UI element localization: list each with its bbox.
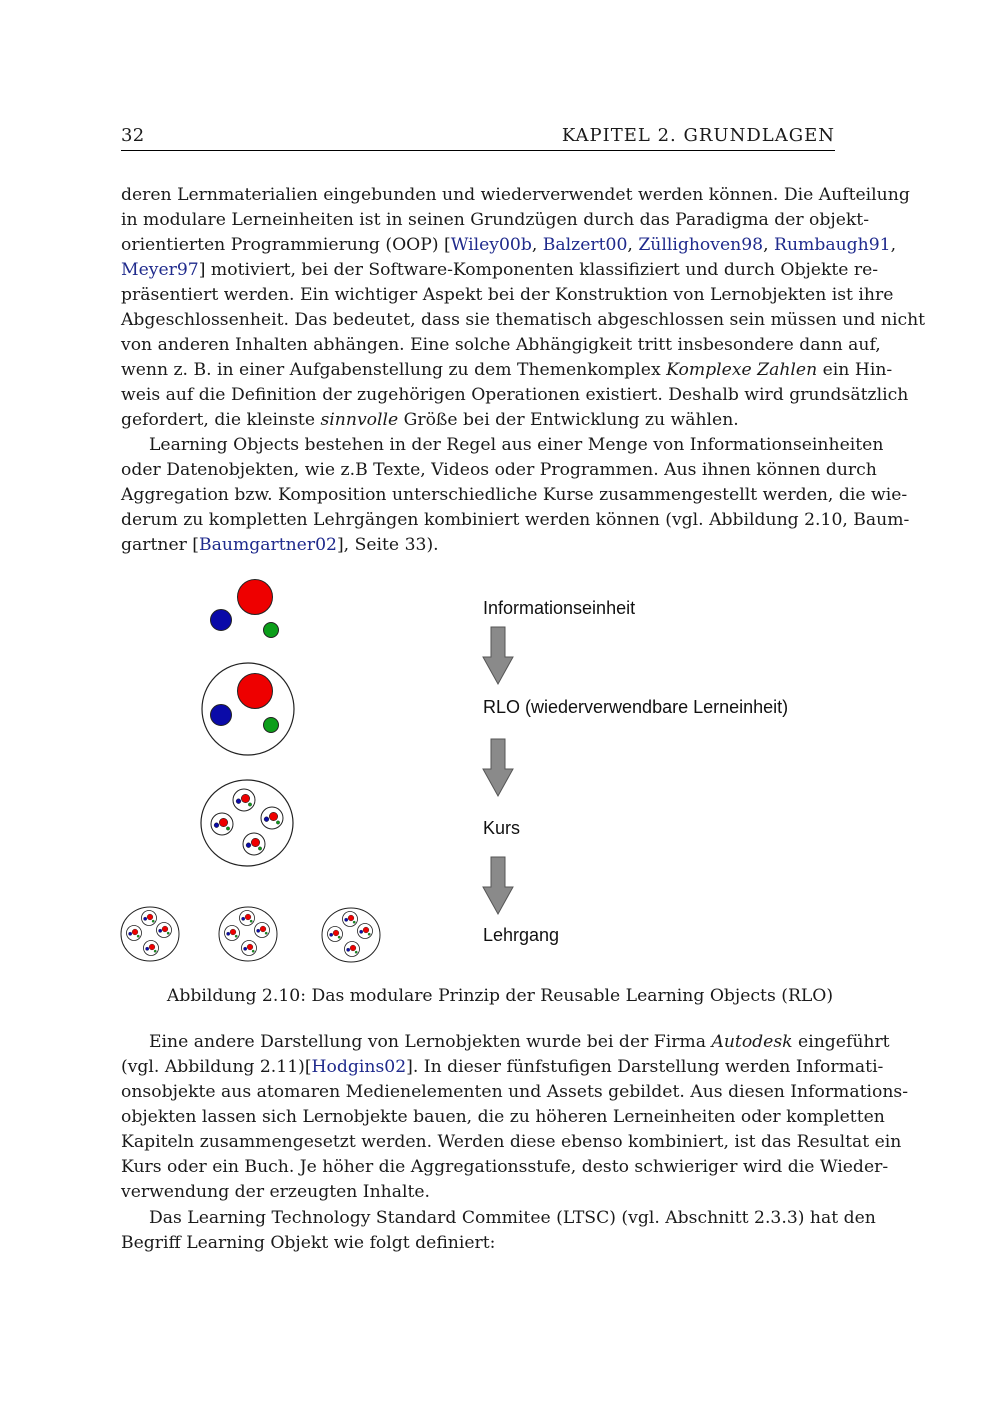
citation-link[interactable]: Züllighoven98: [638, 235, 764, 255]
paragraph-1: [121, 183, 926, 433]
text-line: orientierten Programmierung (OOP) [Wiley00b, Balzert00, Züllighoven98, Rumbaugh91,: [121, 235, 897, 255]
chapter-title: KAPITEL 2. GRUNDLAGEN: [561, 125, 835, 146]
text-line: Eine andere Darstellung von Lernobjekten wurde bei der Firma Autodesk eingeführt: [149, 1032, 890, 1052]
page-number: 32: [121, 125, 145, 146]
green-atom: [264, 623, 279, 638]
down-arrow-icon: [483, 739, 513, 796]
text-line: oder Datenobjekten, wie z.B Texte, Videos oder Programmen. Aus ihnen können durch: [121, 460, 877, 480]
label-lehrgang: Lehrgang: [483, 925, 560, 945]
citation-link[interactable]: Baumgartner02: [199, 535, 337, 555]
text-line: gefordert, die kleinste sinnvolle Größe bei der Entwicklung zu wählen.: [121, 410, 739, 430]
citation-link[interactable]: Rumbaugh91: [774, 235, 891, 255]
kurs-group: [201, 780, 293, 866]
citation-link[interactable]: Balzert00: [542, 235, 628, 255]
text-line: präsentiert werden. Ein wichtiger Aspekt bei der Konstruktion von Lernobjekten ist ihre: [121, 285, 894, 305]
text-line: (vgl. Abbildung 2.11)[Hodgins02]. In dieser fünfstufigen Darstellung werden Informati-: [121, 1057, 884, 1077]
text-line: Kapiteln zusammengesetzt werden. Werden diese ebenso kombiniert, ist das Resultat ein: [121, 1132, 902, 1152]
paragraph-4: [121, 1206, 876, 1256]
text-line: Aggregation bzw. Komposition unterschiedliche Kurse zusammengestellt werden, die wie-: [121, 485, 908, 505]
running-header: [121, 124, 835, 151]
citation-link[interactable]: Hodgins02: [311, 1057, 407, 1077]
text-line: in modulare Lerneinheiten ist in seinen Grundzügen durch das Paradigma der objekt-: [121, 210, 870, 230]
down-arrow-icon: [483, 627, 513, 684]
text-line: verwendung der erzeugten Inhalte.: [121, 1182, 431, 1202]
red-atom: [238, 580, 273, 615]
rlo-group: [202, 663, 294, 755]
figure-caption: Abbildung 2.10: Das modulare Prinzip der Reusable Learning Objects (RLO): [166, 986, 834, 1006]
text-line: von anderen Inhalten abhängen. Eine solche Abhängigkeit tritt insbesondere dann auf,: [121, 335, 881, 355]
text-line: onsobjekte aus atomaren Medienelementen und Assets gebildet. Aus diesen Informations-: [121, 1082, 909, 1102]
text-line: objekten lassen sich Lernobjekte bauen, die zu höheren Lerneinheiten oder kompletten: [121, 1107, 885, 1127]
text-line: Begriff Learning Objekt wie folgt definiert:: [121, 1233, 496, 1253]
text-line: gartner [Baumgartner02], Seite 33).: [121, 535, 439, 555]
text-line: Kurs oder ein Buch. Je höher die Aggregationsstufe, desto schwieriger wird die Wieder-: [121, 1157, 889, 1177]
label-kurs: Kurs: [483, 818, 521, 838]
label-informationseinheit: Informationseinheit: [483, 598, 636, 618]
text-line: weis auf die Definition der zugehörigen Operationen existiert. Deshalb wird grundsätzlich: [121, 385, 909, 405]
paragraph-2: [121, 433, 910, 558]
citation-link[interactable]: Meyer97: [121, 260, 199, 280]
citation-link[interactable]: Wiley00b: [450, 235, 532, 255]
text-line: Abgeschlossenheit. Das bedeutet, dass sie thematisch abgeschlossen sein müssen und nicht: [121, 310, 926, 330]
text-line: Das Learning Technology Standard Commitee (LTSC) (vgl. Abschnitt 2.3.3) hat den: [149, 1208, 876, 1228]
text-line: derum zu kompletten Lehrgängen kombiniert werden können (vgl. Abbildung 2.10, Baum-: [121, 510, 910, 530]
down-arrow-icon: [483, 857, 513, 914]
text-line: Learning Objects bestehen in der Regel aus einer Menge von Informationseinheiten: [149, 435, 884, 455]
label-rlo: RLO (wiederverwendbare Lerneinheit): [483, 697, 789, 717]
lehrgang-group: [121, 907, 380, 962]
text-line: wenn z. B. in einer Aufgabenstellung zu dem Themenkomplex Komplexe Zahlen ein Hin-: [121, 360, 893, 380]
text-line: Meyer97] motiviert, bei der Software-Komponenten klassifiziert und durch Objekte re-: [121, 260, 879, 280]
blue-atom: [211, 610, 232, 631]
information-unit-atoms: [211, 580, 279, 638]
text-line: deren Lernmaterialien eingebunden und wiederverwendet werden können. Die Aufteilung: [121, 185, 910, 205]
down-arrows: [483, 627, 513, 914]
paragraph-3: [121, 1030, 909, 1205]
